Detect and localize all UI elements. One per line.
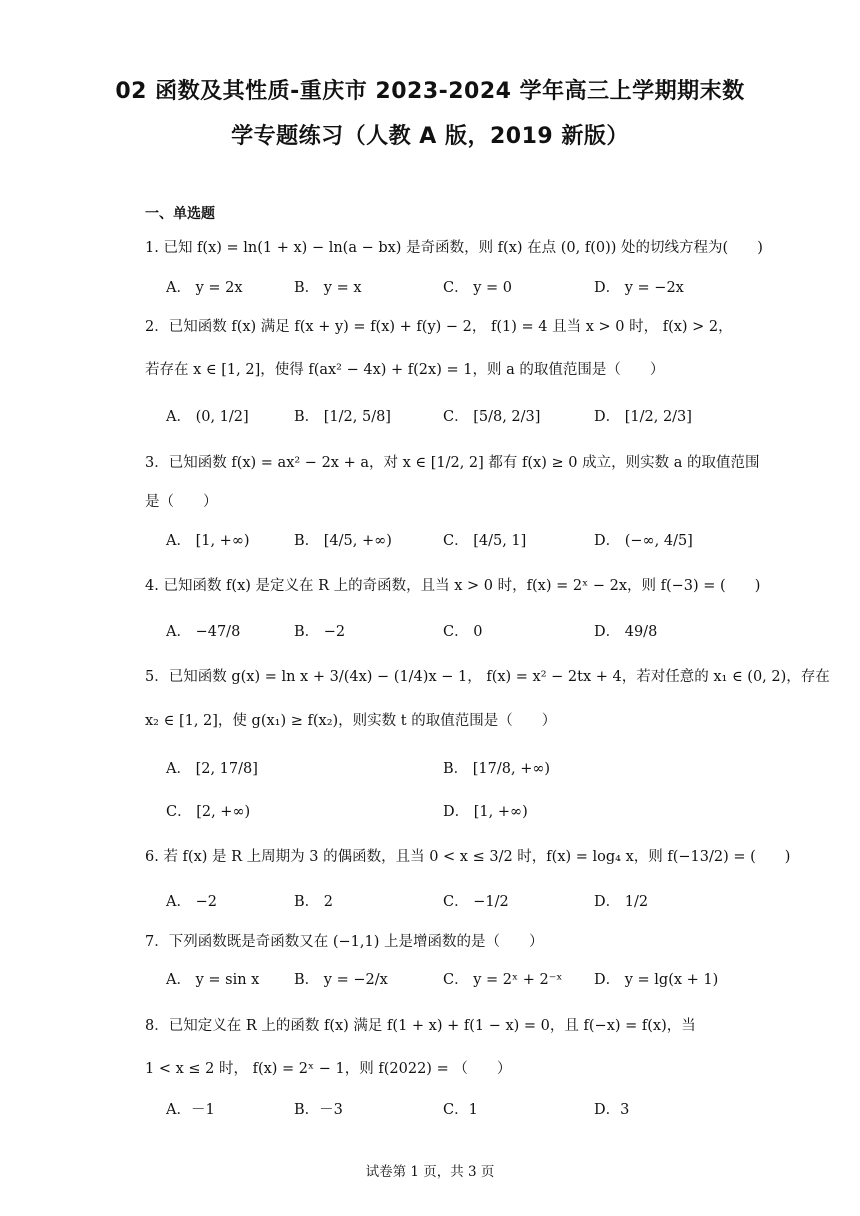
question-2-text-line-1: 2．已知函数 f(x) 满足 f(x + y) = f(x) + f(y) − 2， f(1) = 4 且当 x > 0 时， f(x) > 2， xyxy=(145,319,733,335)
q7-option-a: A． y = sin x xyxy=(166,972,260,988)
section-heading: 一、单选题 xyxy=(145,206,215,222)
q1-option-d: D． y = −2x xyxy=(594,280,684,296)
q3-option-c: C． [4/5, 1] xyxy=(443,533,527,549)
question-1-text: 1. 已知 f(x) = ln(1 + x) − ln(a − bx) 是奇函数，则 f(x) 在点 (0, f(0)) 处的切线方程为( ) xyxy=(145,240,763,256)
question-3-text-line-2: 是（ ） xyxy=(145,494,218,510)
document-title-line-1: 02 函数及其性质-重庆市 2023-2024 学年高三上学期期末数 xyxy=(115,79,745,104)
q7-option-d: D． y = lg(x + 1) xyxy=(594,972,719,988)
question-5-text-line-2: x₂ ∈ [1, 2]，使 g(x₁) ≥ f(x₂)，则实数 t 的取值范围是（ ） xyxy=(145,713,557,729)
q5-option-c: C． [2, +∞) xyxy=(166,804,251,820)
q5-option-a: A． [2, 17/8] xyxy=(166,761,258,777)
q7-option-c: C． y = 2ˣ + 2⁻ˣ xyxy=(443,972,563,988)
question-8-text-line-2: 1 < x ≤ 2 时， f(x) = 2ˣ − 1，则 f(2022) = （ ） xyxy=(145,1061,512,1077)
q2-option-b: B． [1/2, 5/8] xyxy=(294,409,391,425)
q4-option-a: A． −47/8 xyxy=(166,624,241,640)
q4-option-d: D． 49/8 xyxy=(594,624,658,640)
q6-option-a: A． −2 xyxy=(166,894,217,910)
q1-option-b: B． y = x xyxy=(294,280,362,296)
q3-option-d: D． (−∞, 4/5] xyxy=(594,533,693,549)
page-footer: 试卷第 1 页，共 3 页 xyxy=(365,1164,495,1180)
q3-option-a: A． [1, +∞) xyxy=(166,533,250,549)
q2-option-a: A． (0, 1/2] xyxy=(166,409,249,425)
q5-option-b: B． [17/8, +∞) xyxy=(443,761,551,777)
q6-option-d: D． 1/2 xyxy=(594,894,649,910)
q2-option-d: D． [1/2, 2/3] xyxy=(594,409,692,425)
question-2-text-line-2: 若存在 x ∈ [1, 2]，使得 f(ax² − 4x) + f(2x) = 1，则 a 的取值范围是（ ） xyxy=(145,362,665,378)
q2-option-c: C． [5/8, 2/3] xyxy=(443,409,541,425)
question-3-text-line-1: 3．已知函数 f(x) = ax² − 2x + a，对 x ∈ [1/2, 2] 都有 f(x) ≥ 0 成立，则实数 a 的取值范围 xyxy=(145,455,760,471)
q6-option-c: C． −1/2 xyxy=(443,894,509,910)
question-8-text-line-1: 8．已知定义在 R 上的函数 f(x) 满足 f(1 + x) + f(1 − x) = 0，且 f(−x) = f(x)，当 xyxy=(145,1018,696,1034)
q4-option-b: B． −2 xyxy=(294,624,346,640)
question-5-text-line-1: 5．已知函数 g(x) = ln x + 3/(4x) − (1/4)x − 1， f(x) = x² − 2tx + 4，若对任意的 x₁ ∈ (0, 2)，存在 xyxy=(145,669,830,685)
q1-option-a: A． y = 2x xyxy=(166,280,243,296)
q4-option-c: C． 0 xyxy=(443,624,483,640)
q8-option-d: D．3 xyxy=(594,1102,630,1118)
q8-option-b: B．－3 xyxy=(294,1102,343,1118)
question-4-text: 4. 已知函数 f(x) 是定义在 R 上的奇函数，且当 x > 0 时，f(x) = 2ˣ − 2x，则 f(−3) = ( ) xyxy=(145,578,761,594)
question-6-text: 6. 若 f(x) 是 R 上周期为 3 的偶函数，且当 0 < x ≤ 3/2 时，f(x) = log₄ x，则 f(−13/2) = ( ) xyxy=(145,849,791,865)
question-7-text: 7．下列函数既是奇函数又在 (−1,1) 上是增函数的是（ ） xyxy=(145,934,544,950)
q8-option-a: A．－1 xyxy=(166,1102,215,1118)
q1-option-c: C． y = 0 xyxy=(443,280,512,296)
q3-option-b: B． [4/5, +∞) xyxy=(294,533,392,549)
q8-option-c: C．1 xyxy=(443,1102,478,1118)
q7-option-b: B． y = −2/x xyxy=(294,972,388,988)
q6-option-b: B． 2 xyxy=(294,894,333,910)
document-title-line-2: 学专题练习（人教 A 版，2019 新版） xyxy=(231,124,629,149)
q5-option-d: D． [1, +∞) xyxy=(443,804,528,820)
